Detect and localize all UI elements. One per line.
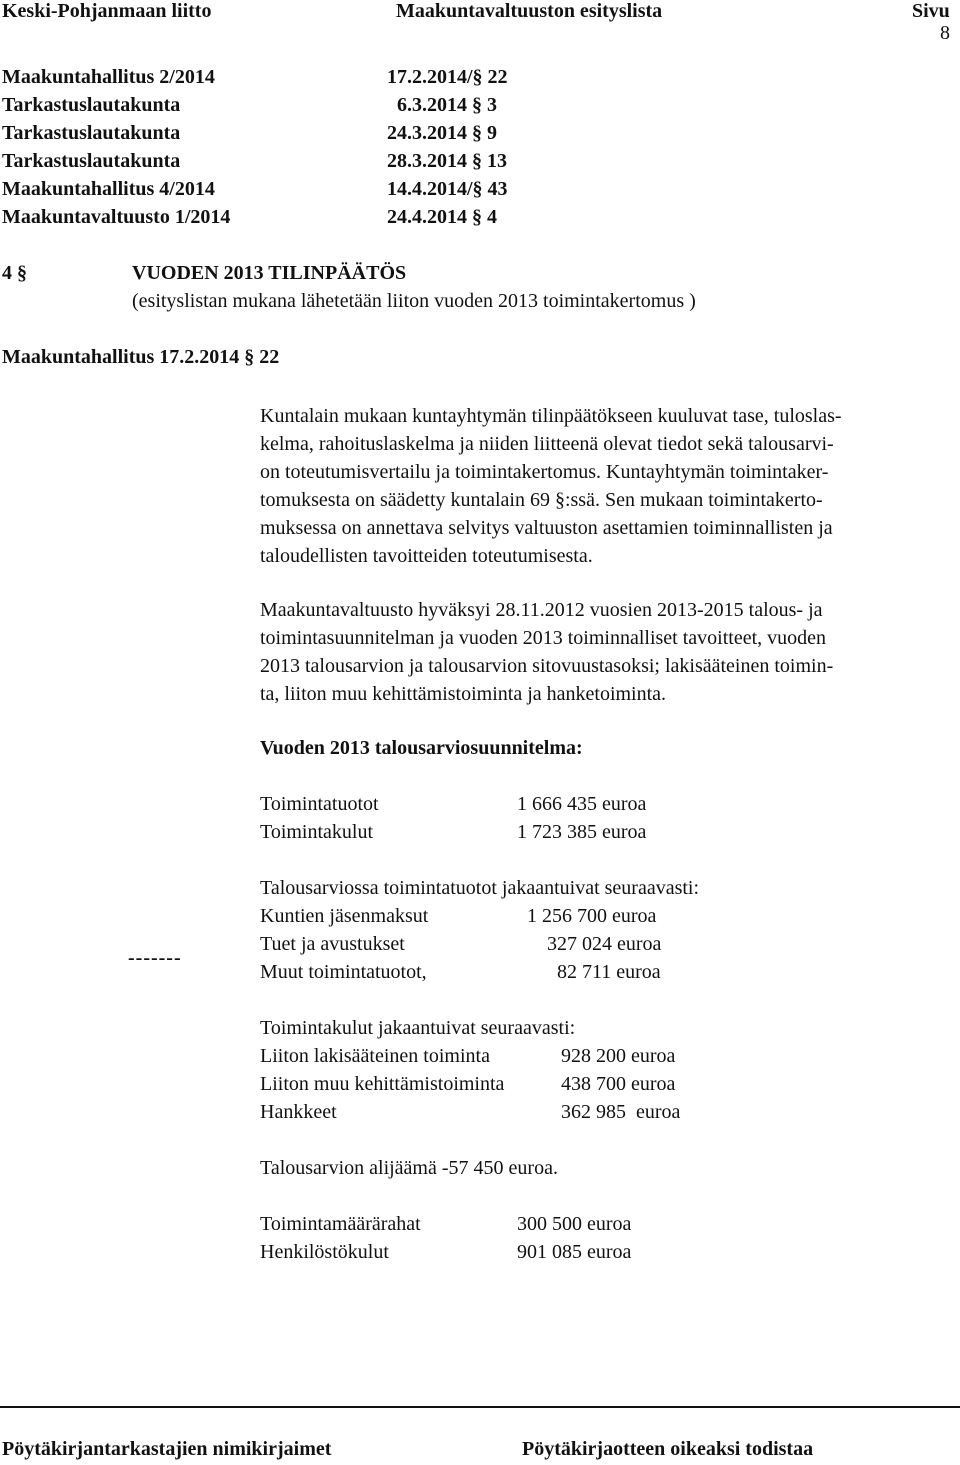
expense-label: Liiton lakisääteinen toiminta: [260, 1045, 490, 1067]
income-label: Tuet ja avustukset: [260, 933, 405, 955]
appropriation-label: Toimintamäärärahat: [260, 1213, 421, 1235]
paragraph-line: Kuntalain mukaan kuntayhtymän tilinpäätökseen kuuluvat tase, tuloslas-: [260, 405, 842, 427]
income-value: 82 711 euroa: [557, 961, 661, 983]
header-page-number: 8: [940, 22, 950, 44]
header-doc-title: Maakuntavaltuuston esityslista: [396, 0, 663, 22]
appropriation-value: 901 085 euroa: [517, 1241, 632, 1263]
expense-label: Hankkeet: [260, 1101, 337, 1123]
history-ref: 6.3.2014 § 3: [397, 94, 497, 116]
paragraph-line: on toteutumisvertailu ja toimintakertomus. Kuntayhtymän toimintaker-: [260, 461, 829, 483]
header-page-label: Sivu: [912, 0, 950, 22]
history-ref: 17.2.2014/§ 22: [387, 66, 508, 88]
deficit-line: Talousarvion alijäämä -57 450 euroa.: [260, 1157, 558, 1179]
history-body: Maakuntahallitus 4/2014: [2, 178, 215, 200]
history-ref: 14.4.2014/§ 43: [387, 178, 508, 200]
expense-value: 928 200 euroa: [561, 1045, 676, 1067]
expense-value: 438 700 euroa: [561, 1073, 676, 1095]
paragraph-line: tomuksesta on säädetty kuntalain 69 §:ssä. Sen mukaan toimintakerto-: [260, 489, 823, 511]
item-title: VUODEN 2013 TILINPÄÄTÖS: [132, 262, 407, 284]
footer-rule: [0, 1406, 960, 1408]
appropriation-value: 300 500 euroa: [517, 1213, 632, 1235]
item-subtitle: (esityslistan mukana lähetetään liiton vuoden 2013 toimintakertomus ): [132, 290, 696, 312]
paragraph-approval: [260, 596, 952, 708]
item-number: 4 §: [2, 262, 27, 284]
paragraph-line: toimintasuunnitelman ja vuoden 2013 toiminnalliset tavoitteet, vuoden: [260, 627, 827, 649]
history-body: Maakuntavaltuusto 1/2014: [2, 206, 231, 228]
dash-separator: -------: [128, 947, 182, 969]
paragraph-line: 2013 talousarvion ja talousarvion sitovuustasoksi; lakisääteinen toimin-: [260, 655, 834, 677]
history-ref: 24.3.2014 § 9: [387, 122, 497, 144]
paragraph-line: muksessa on annettava selvitys valtuuston asettamien toiminnallisten ja: [260, 517, 833, 539]
totals-value: 1 723 385 euroa: [517, 821, 647, 843]
paragraph-line: ta, liiton muu kehittämistoiminta ja hanketoiminta.: [260, 683, 667, 705]
paragraph-line: kelma, rahoituslaskelma ja niiden liitteenä olevat tiedot sekä talousarvi-: [260, 433, 834, 455]
header-org: Keski-Pohjanmaan liitto: [2, 0, 212, 22]
income-label: Kuntien jäsenmaksut: [260, 905, 429, 927]
paragraph-line: Maakuntavaltuusto hyväksyi 28.11.2012 vuosien 2013-2015 talous- ja: [260, 599, 823, 621]
history-body: Tarkastuslautakunta: [2, 94, 181, 116]
income-value: 1 256 700 euroa: [527, 905, 657, 927]
footer-certification-label: Pöytäkirjaotteen oikeaksi todistaa: [522, 1438, 814, 1460]
history-body: Tarkastuslautakunta: [2, 122, 181, 144]
history-body: Tarkastuslautakunta: [2, 150, 181, 172]
budget-heading: Vuoden 2013 talousarviosuunnitelma:: [260, 737, 583, 759]
income-value: 327 024 euroa: [547, 933, 662, 955]
expense-label: Liiton muu kehittämistoiminta: [260, 1073, 505, 1095]
income-label: Muut toimintatuotot,: [260, 961, 427, 983]
income-intro: Talousarviossa toimintatuotot jakaantuivat seuraavasti:: [260, 877, 700, 899]
history-ref: 24.4.2014 § 4: [387, 206, 497, 228]
section-heading: Maakuntahallitus 17.2.2014 § 22: [2, 346, 280, 368]
expense-value: 362 985 euroa: [561, 1101, 681, 1123]
history-body: Maakuntahallitus 2/2014: [2, 66, 215, 88]
totals-value: 1 666 435 euroa: [517, 793, 647, 815]
expense-intro: Toimintakulut jakaantuivat seuraavasti:: [260, 1017, 576, 1039]
paragraph-line: taloudellisten tavoitteiden toteutumisesta.: [260, 545, 593, 567]
totals-label: Toimintakulut: [260, 821, 374, 843]
history-ref: 28.3.2014 § 13: [387, 150, 507, 172]
totals-label: Toimintatuotot: [260, 793, 379, 815]
paragraph-legal-basis: [260, 402, 952, 570]
appropriation-label: Henkilöstökulut: [260, 1241, 389, 1263]
footer-initials-label: Pöytäkirjantarkastajien nimikirjaimet: [2, 1438, 332, 1460]
